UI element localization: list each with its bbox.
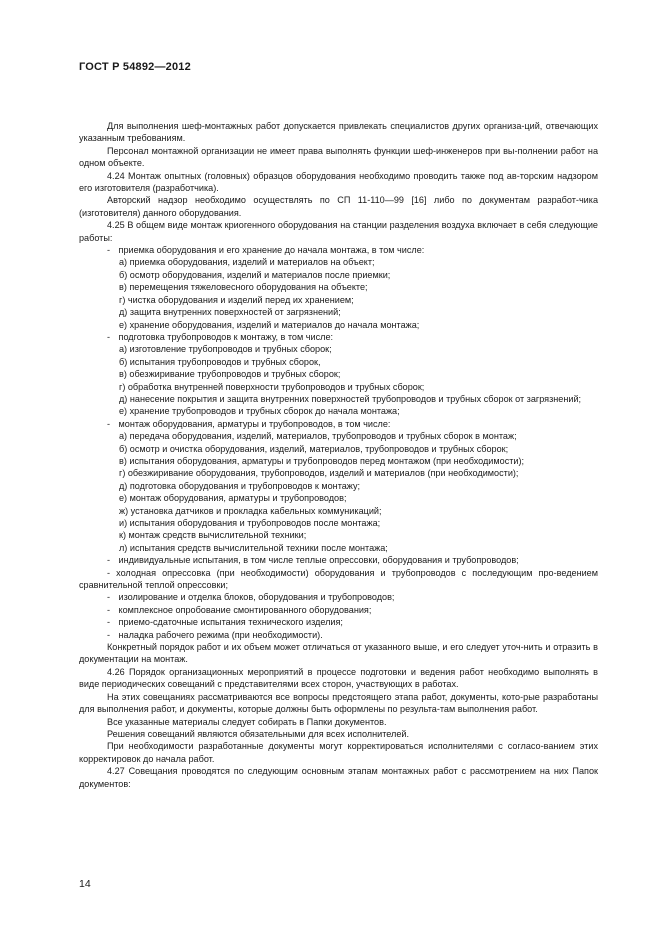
dash-marker: -: [107, 604, 111, 615]
dash-marker: -: [107, 331, 111, 342]
sub-list-item: г) обезжиривание оборудования, трубопроводов, изделий и материалов (при необходимости);: [119, 468, 519, 479]
sub-list-item: д) подготовка оборудования и трубопроводов к монтажу;: [119, 480, 361, 491]
sub-list-item: е) хранение трубопроводов и трубных сборок до начала монтажа;: [119, 406, 400, 417]
page-number: 14: [79, 878, 91, 890]
paragraph: Авторский надзор необходимо осуществлять по СП 11-110—99 [16] либо по документам разработ-чика (изготовителя) данного оборудования.: [79, 195, 598, 218]
paragraph: 4.25 В общем виде монтаж криогенного оборудования на станции разделения воздуха включает в себя следующие работы:: [79, 220, 598, 243]
sub-list-item: б) осмотр оборудования, изделий и материалов после приемки;: [119, 269, 391, 280]
sub-list-item: е) хранение оборудования, изделий и материалов до начала монтажа;: [119, 319, 420, 330]
list-item-text: приемо-сдаточные испытания технического изделия;: [116, 617, 343, 628]
list-item: [79, 418, 598, 430]
sub-list-item: е) монтаж оборудования, арматуры и трубопроводов;: [119, 493, 347, 504]
list-item-text: приемка оборудования и его хранение до начала монтажа, в том числе:: [116, 245, 425, 256]
sub-list-item: д) нанесение покрытия и защита внутренних поверхностей трубопроводов и трубных сборок от загрязнений;: [119, 393, 582, 404]
list-item: [79, 554, 598, 566]
list-item-text: подготовка трубопроводов к монтажу, в том числе:: [116, 331, 334, 342]
sub-list-item: а) приемка оборудования, изделий и материалов на объект;: [119, 257, 375, 268]
paragraph: Для выполнения шеф-монтажных работ допускается привлекать специалистов других организа-ций, отвечающих указанным требованиям.: [79, 121, 598, 144]
dash-marker: -: [107, 245, 111, 256]
list-item: [79, 629, 598, 641]
sub-list-item: л) испытания средств вычислительной техники после монтажа;: [119, 542, 388, 553]
paragraph: Персонал монтажной организации не имеет права выполнять функции шеф-инженеров при вы-полнении работ на одном объекте.: [79, 145, 598, 169]
list-item-text: комплексное опробование смонтированного оборудования;: [116, 604, 372, 615]
dash-marker: -: [107, 592, 111, 603]
list-item-text: наладка рабочего режима (при необходимости).: [116, 629, 323, 640]
paragraph: На этих совещаниях рассматриваются все вопросы предстоящего этапа работ, документы, кото-рые разработаны для выполнения работ, и документы, которые должны быть оформлены по результа-там выполнения работ.: [79, 691, 598, 715]
dash-marker: -: [107, 555, 111, 566]
paragraph: При необходимости разработанные документы могут корректироваться исполнителями с согласо-ванием этих корректировок до начала работ.: [79, 741, 598, 764]
list-item-text: монтаж оборудования, арматуры и трубопроводов, в том числе:: [116, 418, 391, 429]
list-item: [79, 567, 598, 592]
paragraph: Конкретный порядок работ и их объем может отличаться от указанного выше, и его следует уточ-нить и отразить в документации на монтаж.: [79, 642, 598, 665]
paragraph: Решения совещаний являются обязательными для всех исполнителей.: [107, 728, 409, 739]
sub-list-item: в) обезжиривание трубопроводов и трубных сборок;: [119, 369, 341, 380]
sub-list-item: а) передача оборудования, изделий, материалов, трубопроводов и трубных сборок в монтаж;: [119, 431, 517, 442]
list-item: [79, 591, 598, 603]
list-item: [79, 244, 598, 256]
sub-list-item: д) защита внутренних поверхностей от загрязнений;: [119, 307, 341, 318]
sub-list-item: б) осмотр и очистка оборудования, изделий, материалов, трубопроводов и трубных сборок;: [119, 443, 509, 454]
paragraph: 4.26 Порядок организационных мероприятий в процессе подготовки и ведения работ необходимо выполнять в виде периодических совещаний с представителями всех сторон, участвующих в работах.: [79, 666, 598, 690]
paragraph: 4.24 Монтаж опытных (головных) образцов оборудования необходимо проводить также под ав-торским надзором его изготовителя (разработчика).: [79, 170, 598, 194]
sub-list-item: и) испытания оборудования и трубопроводов после монтажа;: [119, 518, 381, 528]
list-item: [79, 331, 598, 343]
list-item-text: холодная опрессовка (при необходимости) оборудования и трубопроводов с последующим про-ведением сравнительной теплой опрессовки;: [79, 567, 598, 591]
sub-list-item: б) испытания трубопроводов и трубных сборок,: [119, 356, 321, 367]
paragraph: 4.27 Совещания проводятся по следующим основным этапам монтажных работ с рассмотрением на них Папок документов:: [79, 766, 598, 789]
list-item-text: изолирование и отделка блоков, оборудования и трубопроводов;: [116, 592, 395, 603]
sub-list-item: в) перемещения тяжеловесного оборудования на объекте;: [119, 282, 368, 293]
sub-list-item: к) монтаж средств вычислительной техники;: [119, 530, 307, 541]
sub-list-item: г) обработка внутренней поверхности трубопроводов и трубных сборок;: [119, 381, 425, 392]
sub-list-item: в) испытания оборудования, арматуры и трубопроводов перед монтажом (при необходимости);: [119, 455, 525, 466]
sub-list-item: ж) установка датчиков и прокладка кабельных коммуникаций;: [119, 505, 382, 516]
list-item: [79, 604, 598, 616]
document-header: ГОСТ Р 54892—2012: [79, 61, 191, 73]
sub-list-item: г) чистка оборудования и изделий перед их хранением;: [119, 294, 354, 305]
list-item-text: индивидуальные испытания, в том числе теплые опрессовки, оборудования и трубопроводов;: [116, 555, 519, 566]
list-item: [79, 616, 598, 628]
dash-marker: -: [107, 617, 111, 628]
paragraph: Все указанные материалы следует собирать в Папки документов.: [107, 716, 387, 727]
dash-marker: -: [107, 418, 111, 429]
document-body: [79, 120, 598, 790]
dash-marker: -: [107, 629, 111, 640]
dash-marker: -: [107, 567, 111, 578]
sub-list-item: а) изготовление трубопроводов и трубных сборок;: [119, 344, 332, 355]
